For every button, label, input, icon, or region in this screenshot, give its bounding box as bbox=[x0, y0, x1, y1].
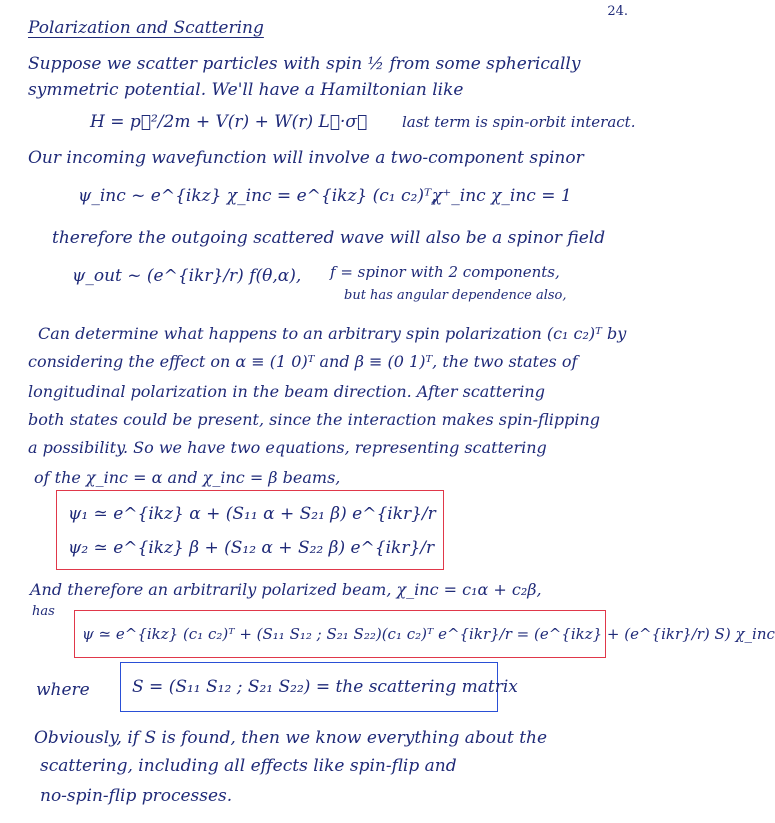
text-line-2: symmetric potential. We'll have a Hamiltonian like bbox=[28, 80, 464, 100]
incoming-wavefunction-equation: ψ_inc ~ e^{ikz} χ_inc = e^{ikz} (c₁ c₂)ᵀ, bbox=[78, 186, 437, 206]
text-line-10: of the χ_inc = α and χ_inc = β beams, bbox=[34, 468, 341, 487]
scattering-matrix-definition: S = (S₁₁ S₁₂ ; S₂₁ S₂₂) = the scattering matrix bbox=[132, 677, 518, 697]
text-line-14: no-spin-flip processes. bbox=[40, 786, 233, 806]
general-scattering-equation: ψ ≃ e^{ikz} (c₁ c₂)ᵀ + (S₁₁ S₁₂ ; S₂₁ S₂₂)(c₁ c₂)ᵀ e^{ikr}/r = (e^{ikz} + (e^{ikr}/r) S) χ_inc bbox=[82, 625, 775, 643]
spin-orbit-note: last term is spin-orbit interact. bbox=[402, 113, 636, 131]
where-label: where bbox=[36, 680, 90, 700]
hamiltonian-equation: H = p⃗²/2m + V(r) + W(r) L⃗·σ⃗ bbox=[90, 112, 368, 132]
angular-note: but has angular dependence also, bbox=[344, 288, 567, 303]
page-number: 24. bbox=[607, 4, 628, 19]
text-line-13: scattering, including all effects like spin-flip and bbox=[40, 756, 457, 776]
outgoing-wavefunction-equation: ψ_out ~ (e^{ikr}/r) f(θ,α), bbox=[72, 266, 302, 286]
text-line-11: And therefore an arbitrarily polarized beam, χ_inc = c₁α + c₂β, bbox=[30, 580, 542, 599]
scattering-equations-box bbox=[56, 490, 444, 570]
psi2-equation: ψ₂ ≃ e^{ikz} β + (S₁₂ α + S₂₂ β) e^{ikr}/r bbox=[68, 538, 435, 558]
text-line-1: Suppose we scatter particles with spin ½ from some spherically bbox=[28, 54, 581, 74]
text-line-5: Can determine what happens to an arbitrary spin polarization (c₁ c₂)ᵀ by bbox=[38, 324, 627, 343]
text-line-12: Obviously, if S is found, then we know everything about the bbox=[34, 728, 548, 748]
text-line-7: longitudinal polarization in the beam direction. After scattering bbox=[28, 382, 545, 401]
text-line-8: both states could be present, since the interaction makes spin-flipping bbox=[28, 410, 601, 429]
text-line-9: a possibility. So we have two equations, representing scattering bbox=[28, 438, 547, 457]
text-line-4: therefore the outgoing scattered wave will also be a spinor field bbox=[52, 228, 606, 248]
normalization-equation: χ⁺_inc χ_inc = 1 bbox=[432, 186, 572, 206]
text-line-3: Our incoming wavefunction will involve a two-component spinor bbox=[28, 148, 584, 168]
spinor-note: f = spinor with 2 components, bbox=[330, 263, 560, 281]
text-line-6: considering the effect on α ≡ (1 0)ᵀ and β ≡ (0 1)ᵀ, the two states of bbox=[28, 352, 578, 371]
page-title: Polarization and Scattering bbox=[28, 18, 264, 38]
psi1-equation: ψ₁ ≃ e^{ikz} α + (S₁₁ α + S₂₁ β) e^{ikr}/r bbox=[68, 504, 436, 524]
text-line-has: has bbox=[32, 604, 55, 619]
